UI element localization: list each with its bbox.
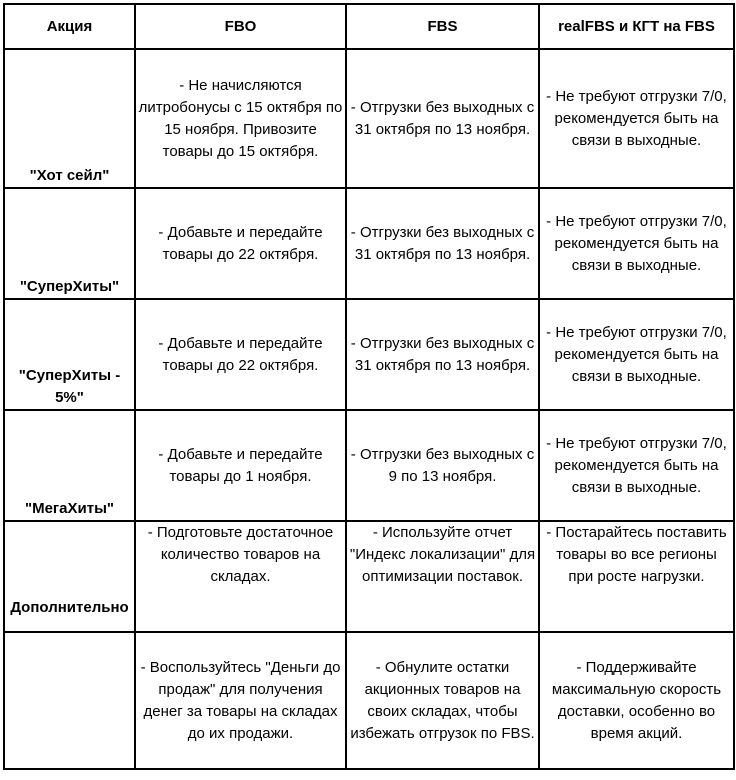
fbs-cell: - Отгрузки без выходных с 31 октября по 13 ноября. xyxy=(346,188,539,299)
row-label: "СуперХиты - 5%" xyxy=(4,299,135,410)
header-realfbs: realFBS и КГТ на FBS xyxy=(539,4,734,49)
promo-table xyxy=(3,3,735,770)
table-row xyxy=(4,49,734,188)
row-label xyxy=(4,632,135,769)
fbs-cell: - Отгрузки без выходных с 31 октября по 13 ноября. xyxy=(346,49,539,188)
fbo-cell: - Подготовьте достаточное количество товаров на складах. xyxy=(135,521,346,632)
realfbs-cell: - Постарайтесь поставить товары во все регионы при росте нагрузки. xyxy=(539,521,734,632)
table-row xyxy=(4,521,734,632)
table-row xyxy=(4,632,734,769)
fbs-cell: - Обнулите остатки акционных товаров на своих складах, чтобы избежать отгрузок по FBS. xyxy=(346,632,539,769)
fbo-cell: - Добавьте и передайте товары до 1 ноября. xyxy=(135,410,346,521)
table-row xyxy=(4,299,734,410)
fbs-cell: - Используйте отчет "Индекс локализации" для оптимизации поставок. xyxy=(346,521,539,632)
row-label: "Хот сейл" xyxy=(4,49,135,188)
table-row xyxy=(4,188,734,299)
realfbs-cell: - Поддерживайте максимальную скорость доставки, особенно во время акций. xyxy=(539,632,734,769)
fbs-cell: - Отгрузки без выходных с 31 октября по 13 ноября. xyxy=(346,299,539,410)
row-label: Дополнительно xyxy=(4,521,135,632)
fbo-cell: - Воспользуйтесь "Деньги до продаж" для получения денег за товары на складах до их продажи. xyxy=(135,632,346,769)
table-row xyxy=(4,410,734,521)
header-row xyxy=(4,4,734,49)
realfbs-cell: - Не требуют отгрузки 7/0, рекомендуется быть на связи в выходные. xyxy=(539,188,734,299)
realfbs-cell: - Не требуют отгрузки 7/0, рекомендуется быть на связи в выходные. xyxy=(539,299,734,410)
fbo-cell: - Не начисляются литробонусы с 15 октября по 15 ноября. Привозите товары до 15 октября. xyxy=(135,49,346,188)
realfbs-cell: - Не требуют отгрузки 7/0, рекомендуется быть на связи в выходные. xyxy=(539,49,734,188)
fbs-cell: - Отгрузки без выходных с 9 по 13 ноября. xyxy=(346,410,539,521)
row-label: "СуперХиты" xyxy=(4,188,135,299)
fbo-cell: - Добавьте и передайте товары до 22 октября. xyxy=(135,188,346,299)
fbo-cell: - Добавьте и передайте товары до 22 октября. xyxy=(135,299,346,410)
header-action: Акция xyxy=(4,4,135,49)
header-fbs: FBS xyxy=(346,4,539,49)
realfbs-cell: - Не требуют отгрузки 7/0, рекомендуется быть на связи в выходные. xyxy=(539,410,734,521)
header-fbo: FBO xyxy=(135,4,346,49)
row-label: "МегаХиты" xyxy=(4,410,135,521)
